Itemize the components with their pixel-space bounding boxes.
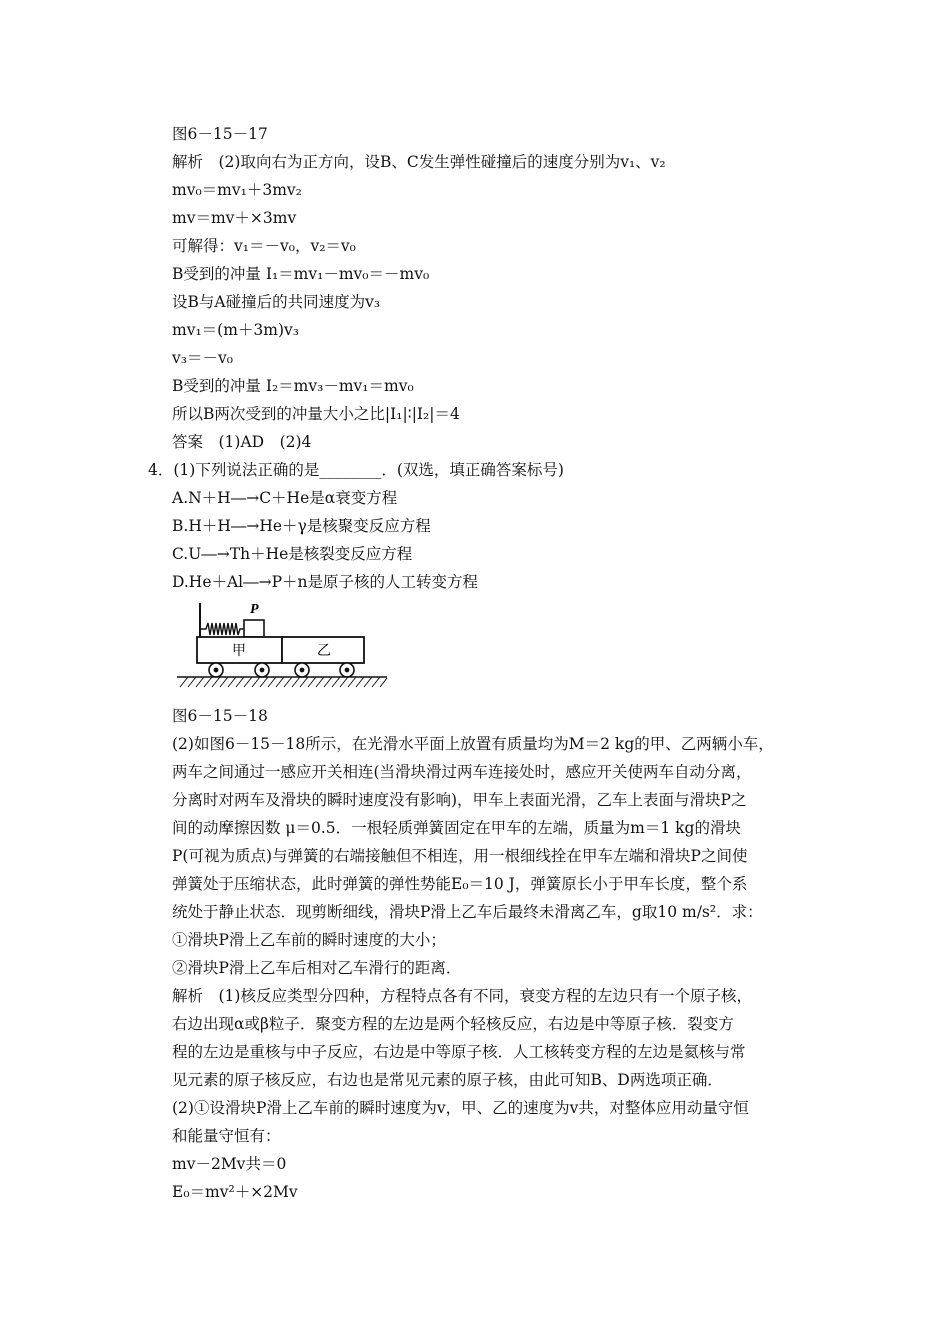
cart-yi-label: 乙 <box>317 643 331 659</box>
option-b: B.H＋H―→He＋γ是核聚变反应方程 <box>172 517 431 535</box>
slider-label: P <box>250 602 259 617</box>
problem-line: 两车之间通过一感应开关相连(当滑块滑过两车连接处时，感应开关使两车自动分离， <box>172 763 752 781</box>
equation-line: E₀＝mv²＋×2Mv <box>172 1183 298 1201</box>
problem-line: P(可视为质点)与弹簧的右端接触但不相连，用一根细线拴在甲车左端和滑块P之间使 <box>172 847 748 865</box>
sub-question-1: ①滑块P滑上乙车前的瞬时速度的大小； <box>172 931 446 949</box>
solution-line: 右边出现α或β粒子．聚变方程的左边是两个轻核反应，右边是中等原子核．裂变方 <box>172 1015 734 1033</box>
equation-line: mv－2Mv共＝0 <box>172 1155 287 1173</box>
figure-caption-6-15-18: 图6－15－18 <box>172 707 268 725</box>
sub-question-2: ②滑块P滑上乙车后相对乙车滑行的距离． <box>172 959 462 977</box>
problem-line: (2)如图6－15－18所示，在光滑水平面上放置有质量均为M＝2 kg的甲、乙两辆小车， <box>172 735 774 753</box>
wheels <box>209 663 354 677</box>
ground-hatch <box>180 677 387 687</box>
solution-line: 和能量守恒有： <box>172 1127 281 1145</box>
problem-line: 分离时对两车及滑块的瞬时速度没有影响)，甲车上表面光滑，乙车上表面与滑块P之 <box>172 791 747 809</box>
figure-caption-6-15-17: 图6－15－17 <box>172 125 268 143</box>
equation-line: v₃＝－v₀ <box>172 349 233 367</box>
solution-line: B受到的冲量 I₂＝mv₃－mv₁＝mv₀ <box>172 377 414 395</box>
solution-line: (2)①设滑块P滑上乙车前的瞬时速度为v，甲、乙的速度为v共，对整体应用动量守恒 <box>172 1099 749 1117</box>
question-4-stem: 4．(1)下列说法正确的是________．(双选，填正确答案标号) <box>148 461 564 479</box>
solution-line: 解析 (1)核反应类型分四种，方程特点各有不同，衰变方程的左边只有一个原子核， <box>172 987 752 1005</box>
problem-line: 弹簧处于压缩状态，此时弹簧的弹性势能E₀＝10 J，弹簧原长小于甲车长度，整个系 <box>172 875 748 893</box>
solution-line: B受到的冲量 I₁＝mv₁－mv₀＝－mv₀ <box>172 265 430 283</box>
cart-spring-figure <box>172 595 392 695</box>
solution-line: 设B与A碰撞后的共同速度为v₃ <box>172 293 381 311</box>
cart-jia-label: 甲 <box>232 643 246 659</box>
option-d: D.He＋Al―→P＋n是原子核的人工转变方程 <box>172 573 479 591</box>
option-c: C.U―→Th＋He是核裂变反应方程 <box>172 545 413 563</box>
equation-line: mv₁＝(m＋3m)v₃ <box>172 321 299 339</box>
problem-line: 间的动摩擦因数 μ＝0.5．一根轻质弹簧固定在甲车的左端，质量为m＝1 kg的滑块 <box>172 819 741 837</box>
solution-line: 解析 (2)取向右为正方向，设B、C发生弹性碰撞后的速度分别为v₁、v₂ <box>172 153 666 171</box>
problem-line: 统处于静止状态．现剪断细线，滑块P滑上乙车后最终未滑离乙车，g取10 m/s²．求： <box>172 903 763 921</box>
solution-line: 见元素的原子核反应，右边也是常见元素的原子核，由此可知B、D两选项正确． <box>172 1071 723 1089</box>
solution-line: 程的左边是重核与中子反应，右边是中等原子核．人工核转变方程的左边是氦核与常 <box>172 1043 746 1061</box>
answer-line: 答案 (1)AD (2)4 <box>172 433 312 451</box>
solution-line: 所以B两次受到的冲量大小之比|I₁|∶|I₂|＝4 <box>172 405 460 423</box>
equation-line: mv₀＝mv₁＋3mv₂ <box>172 181 302 199</box>
equation-line: mv＝mv＋×3mv <box>172 209 297 227</box>
slider-block <box>244 620 264 637</box>
solution-line: 可解得：v₁＝－v₀，v₂＝v₀ <box>172 237 356 255</box>
option-a: A.N＋H―→C＋He是α衰变方程 <box>172 489 398 507</box>
spring <box>200 623 244 635</box>
